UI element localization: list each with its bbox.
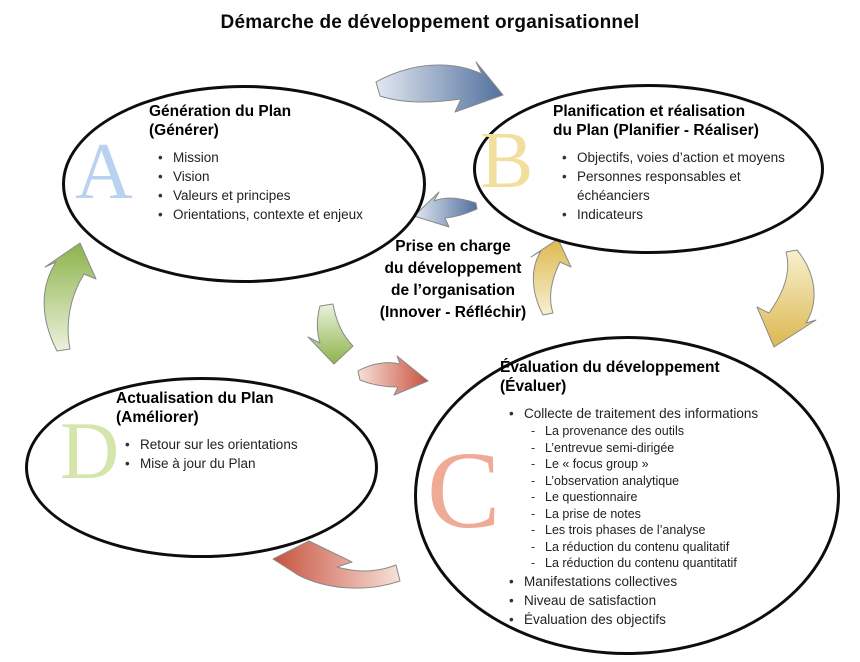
sub-list-item: - La prise de notes <box>524 506 822 523</box>
sub-list-item: - L’observation analytique <box>524 473 822 490</box>
sub-list-item: - La réduction du contenu qualitatif <box>524 539 822 556</box>
arrow-c-to-d-icon <box>273 541 400 588</box>
center-note-line: du développement <box>384 260 522 277</box>
list-item: • Personnes responsables et échéanciers <box>553 167 805 205</box>
arrow-center-to-d-icon <box>308 304 353 364</box>
sub-list-item: - L’entrevue semi-dirigée <box>524 440 822 457</box>
list-item <box>500 572 822 591</box>
center-note <box>352 236 554 324</box>
sub-list-item: - Les trois phases de l’analyse <box>524 522 822 539</box>
list-item: • Objectifs, voies d’action et moyens <box>553 148 805 167</box>
node-b-letter: B <box>480 117 534 205</box>
sub-list-item: - Le questionnaire <box>524 489 822 506</box>
node-d-letter: D <box>60 405 120 496</box>
sub-list-item: - La réduction du contenu quantitatif <box>524 555 822 572</box>
node-a-content <box>149 103 417 224</box>
node-b-subheading: du Plan (Planifier - Réaliser) <box>553 121 759 139</box>
node-a-heading: Génération du Plan <box>149 103 292 120</box>
list-item-label: Collecte de traitement des informations <box>524 406 759 421</box>
list-item: • Mise à jour du Plan <box>116 454 364 473</box>
list-item <box>500 404 822 572</box>
node-d-subheading: (Améliorer) <box>116 408 199 426</box>
node-c-content <box>500 359 822 629</box>
list-item: • Mission <box>149 148 417 167</box>
node-b-heading: Planification et réalisation <box>553 103 746 120</box>
list-item-label: Niveau de satisfaction <box>524 592 657 608</box>
list-item: • Indicateurs <box>553 205 805 224</box>
center-note-line: (Innover - Réfléchir) <box>379 304 527 321</box>
list-item: • Retour sur les orientations <box>116 435 364 454</box>
list-item-label: Manifestations collectives <box>524 573 678 589</box>
sub-list-item: - Le « focus group » <box>524 456 822 473</box>
list-item: • Orientations, contexte et enjeux <box>149 205 417 224</box>
sub-list <box>524 423 822 572</box>
list-item: • Vision <box>149 167 417 186</box>
arrow-b-to-c-icon <box>757 250 816 347</box>
list-item <box>500 610 822 629</box>
node-b-content <box>553 103 805 224</box>
node-c-subheading: (Évaluer) <box>500 377 567 395</box>
arrow-center-to-c-icon <box>358 356 428 395</box>
node-d-ellipse <box>25 377 378 558</box>
list-item: • Valeurs et principes <box>149 186 417 205</box>
node-c-ellipse <box>414 336 840 655</box>
page-title: Démarche de développement organisationnel <box>220 12 640 33</box>
sub-list-item: - La provenance des outils <box>524 423 822 440</box>
node-a-letter: A <box>75 128 133 216</box>
list-item-label: Évaluation des objectifs <box>524 611 666 627</box>
node-b-list <box>553 148 805 224</box>
node-d-list <box>116 435 364 473</box>
center-note-line: Prise en charge <box>395 238 511 255</box>
arrow-d-to-a-icon <box>44 243 96 351</box>
node-a-list <box>149 148 417 224</box>
node-b-ellipse <box>473 84 824 254</box>
node-c-letter: C <box>427 429 501 551</box>
node-a-subheading: (Générer) <box>149 121 219 139</box>
list-item <box>500 591 822 610</box>
node-c-list <box>500 404 822 629</box>
node-d-content <box>116 390 364 473</box>
node-c-heading: Évaluation du développement <box>500 359 720 376</box>
node-d-heading: Actualisation du Plan <box>116 390 274 407</box>
center-note-line: de l’organisation <box>390 282 515 299</box>
